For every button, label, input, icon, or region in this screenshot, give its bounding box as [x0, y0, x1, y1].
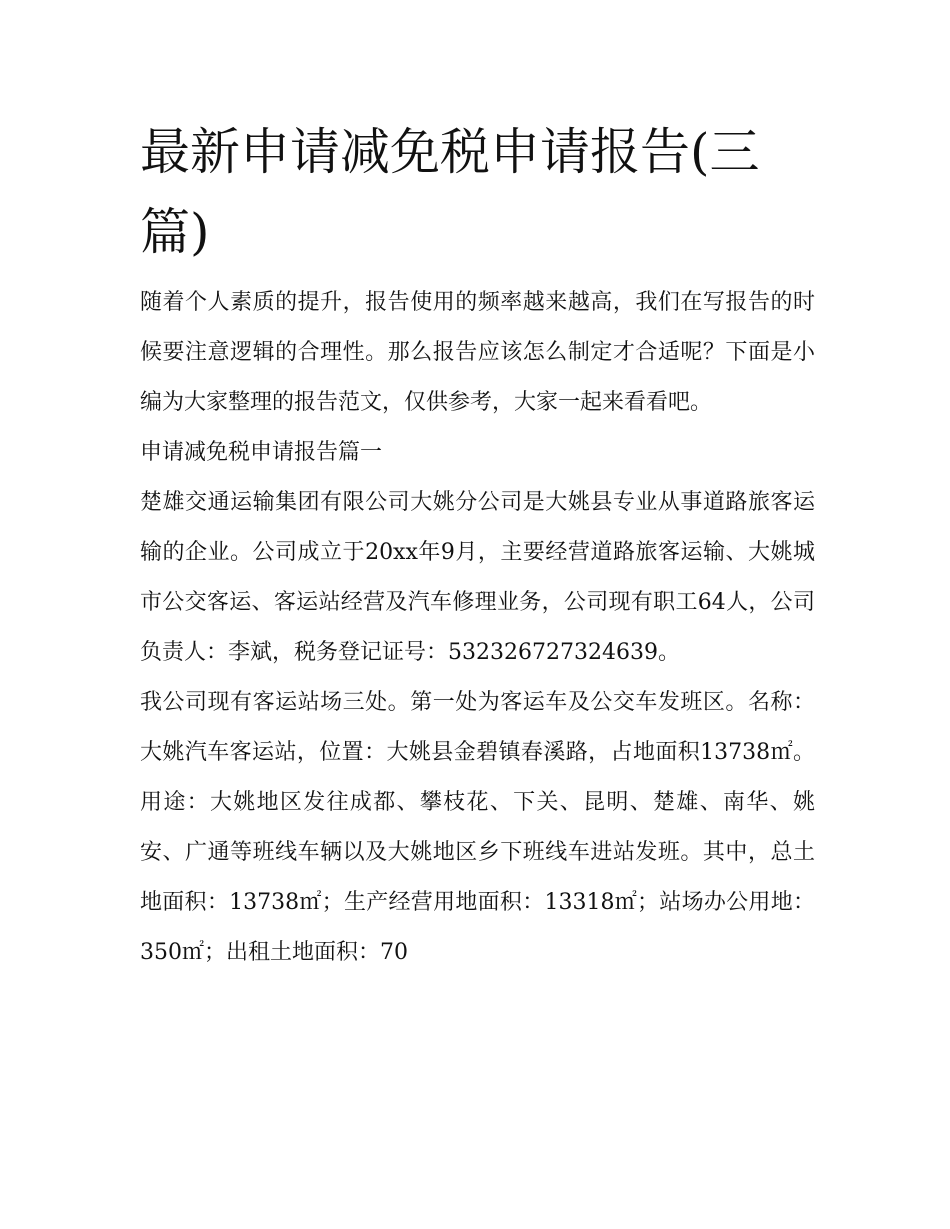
body-paragraph-2: 我公司现有客运站场三处。第一处为客运车及公交车发班区。名称：大姚汽车客运站，位置：大姚县金碧镇春溪路，占地面积13738㎡。用途：大姚地区发往成都、攀枝花、下关、昆明、楚雄、南华、姚安、广通等班线车辆以及大姚地区乡下班线车进站发班。其中，总土地面积：13738㎡；生产经营用地面积：13318㎡；站场办公用地：350㎡；出租土地面积：70 [140, 690, 815, 965]
document-page [140, 112, 815, 978]
document-title: 最新申请减免税申请报告(三篇) [140, 123, 760, 261]
section-heading: 申请减免税申请报告篇一 [140, 440, 383, 465]
body-paragraph-1: 楚雄交通运输集团有限公司大姚分公司是大姚县专业从事道路旅客运输的企业。公司成立于20xx年9月，主要经营道路旅客运输、大姚城市公交客运、客运站经营及汽车修理业务，公司现有职工64人，公司负责人：李斌，税务登记证号：532326727324639。 [140, 490, 815, 665]
intro-paragraph: 随着个人素质的提升，报告使用的频率越来越高，我们在写报告的时候要注意逻辑的合理性。那么报告应该怎么制定才合适呢？下面是小编为大家整理的报告范文，仅供参考，大家一起来看看吧。 [140, 290, 815, 415]
